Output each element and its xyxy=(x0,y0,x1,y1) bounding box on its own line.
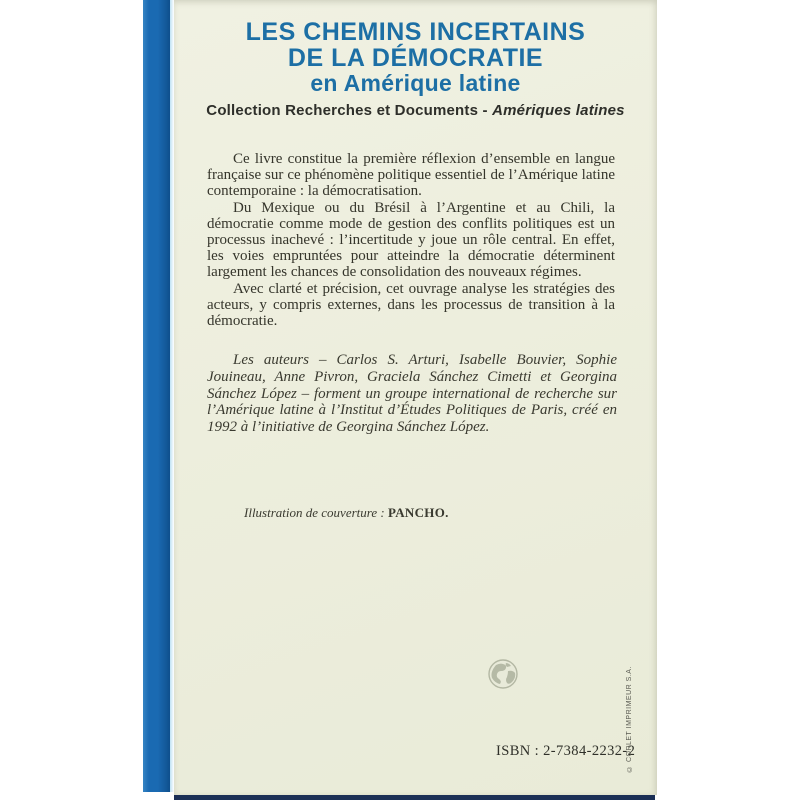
title-line-2: DE LA DÉMOCRATIE xyxy=(287,44,544,72)
collection-series-line xyxy=(174,102,657,119)
authors-paragraph: Les auteurs – Carlos S. Arturi, Isabelle Bouvier, Sophie Jouineau, Anne Pivron, Graciela Sánchez Cimetti et Georgina Sánchez López – forment un groupe international de recherche sur l’Amérique latine à l’Institut d’Études Politiques de Paris, créé en 1992 à l’initiative de Georgina Sánchez López. xyxy=(207,352,617,436)
blurb-paragraph-1: Ce livre constitue la première réflexion d’ensemble en langue française sur ce phénomène politique essentiel de l’Amérique latine contemporaine : la démocratisation. xyxy=(207,151,615,200)
blurb-paragraph-3: Avec clarté et précision, cet ouvrage analyse les stratégies des acteurs, y compris externes, dans les processus de transition à la démocratie. xyxy=(207,280,615,330)
isbn: ISBN : 2-7384-2232-2 xyxy=(496,743,636,759)
title-line-3: en Amérique latine xyxy=(310,70,521,96)
back-cover-panel xyxy=(174,0,657,795)
illustration-credit-value: PANCHO. xyxy=(387,505,449,520)
book-bottom-edge xyxy=(174,795,655,800)
series-name: Amériques latines xyxy=(492,102,625,119)
book-back-cover xyxy=(143,0,657,800)
book-spine xyxy=(143,0,170,792)
collection-name: Collection Recherches et Documents - xyxy=(206,102,493,119)
book-title xyxy=(174,19,657,96)
authors-note xyxy=(207,352,617,436)
blurb-text xyxy=(207,151,615,329)
globe-icon xyxy=(486,657,520,691)
blurb-paragraph-2: Du Mexique ou du Brésil à l’Argentine et au Chili, la démocratie comme mode de gestion des conflits politiques est un processus inachevé : l’incertitude y joue un rôle central. En effet, les voies empruntées pour atteindre la démocratie déterminent largement les chances de consolidation des nouveaux régimes. xyxy=(207,199,615,281)
printer-credit: © CORLET IMPRIMEUR S.A. xyxy=(626,666,633,772)
illustration-credit-label: Illustration de couverture : xyxy=(244,505,388,520)
cover-illustration-credit xyxy=(244,505,449,521)
title-line-1: LES CHEMINS INCERTAINS xyxy=(245,18,586,46)
